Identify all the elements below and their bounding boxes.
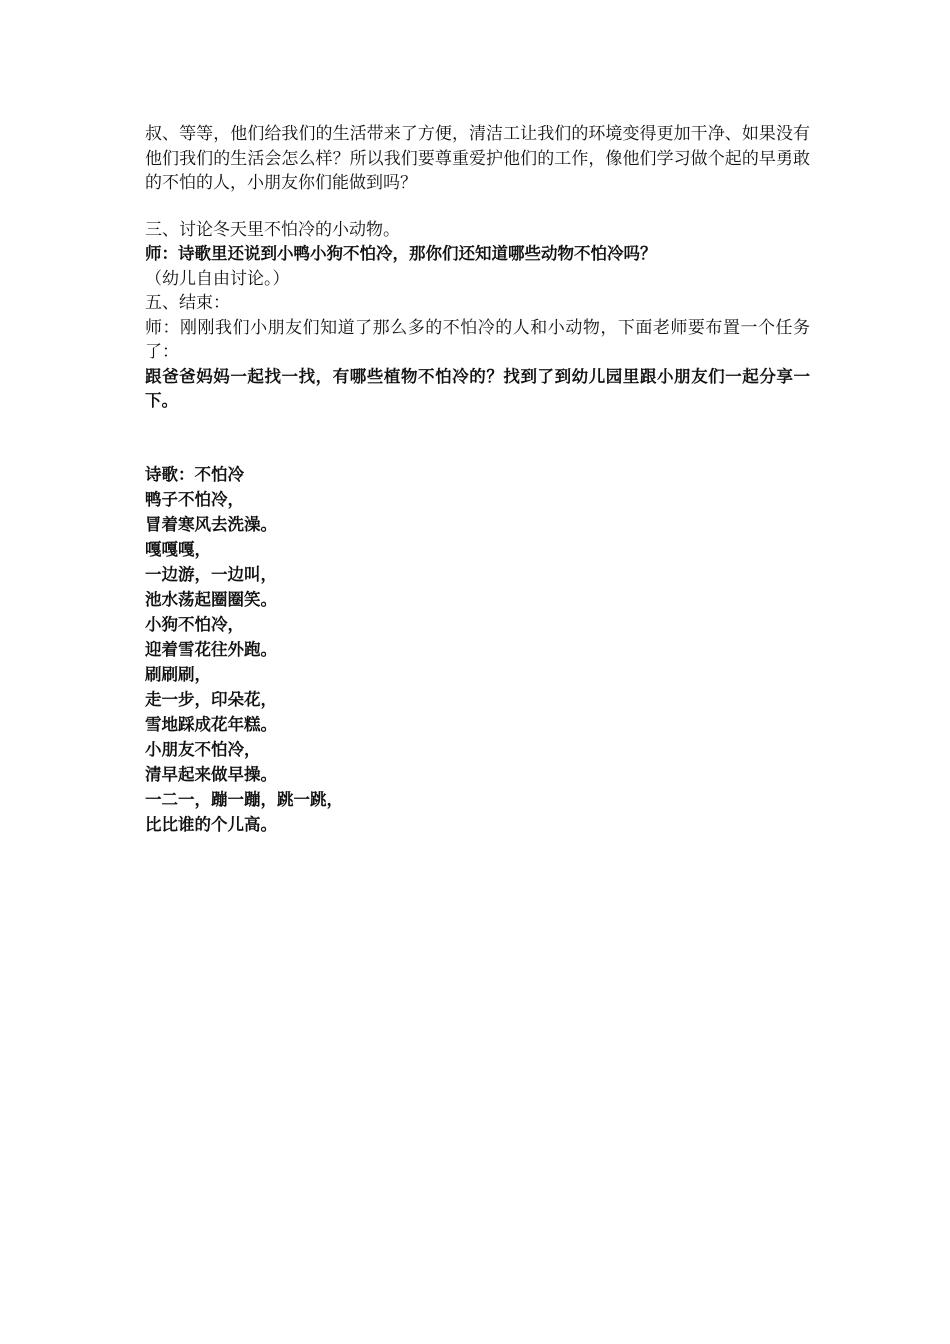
poem-line: 一二一，蹦一蹦，跳一跳， [145,789,343,809]
teacher-closing: 师：刚刚我们小朋友们知道了那么多的不怕冷的人和小动物，下面老师要布置一个任务了： [145,317,810,362]
poem-line: 迎着雪花往外跑。 [145,639,277,659]
poem-line: 一边游，一边叫， [145,564,277,584]
poem-line: 雪地踩成花年糕。 [145,714,277,734]
poem-title: 诗歌：不怕冷 [145,464,244,484]
document-body [145,122,810,837]
teacher-question: 师：诗歌里还说到小鸭小狗不怕冷，那你们还知道哪些动物不怕冷吗？ [145,244,657,263]
free-discussion-note: （幼儿自由讨论。） [145,268,290,289]
section-spacer [145,414,810,462]
paragraph-community-workers: 叔、等等，他们给我们的生活带来了方便，清洁工让我们的环境变得更加干净、如果没有他们我们的生活会怎么样？所以我们要尊重爱护他们的工作，像他们学习做个起的早勇敢的不怕的人，小朋友你们能做到吗？ [145,124,810,193]
poem-line: 冒着寒风去洗澡。 [145,514,277,534]
poem-line: 清早起来做早操。 [145,764,277,784]
section-3-heading: 三、讨论冬天里不怕冷的小动物。 [145,219,400,240]
poem-block [145,462,810,837]
poem-line: 池水荡起圈圈笑。 [145,589,277,609]
homework-task: 跟爸爸妈妈一起找一找，有哪些植物不怕冷的？找到了到幼儿园里跟小朋友们一起分享一下。 [145,366,810,410]
poem-line: 鸭子不怕冷， [145,489,244,509]
poem-line: 刷刷刷， [145,664,211,684]
poem-line: 比比谁的个儿高。 [145,814,277,834]
poem-line: 小朋友不怕冷， [145,739,261,759]
section-5-heading: 五、结束： [145,293,230,313]
poem-line: 嘎嘎嘎， [145,539,211,559]
paragraph-spacer [145,196,810,218]
poem-line: 走一步，印朵花， [145,689,277,709]
poem-line: 小狗不怕冷， [145,614,244,634]
